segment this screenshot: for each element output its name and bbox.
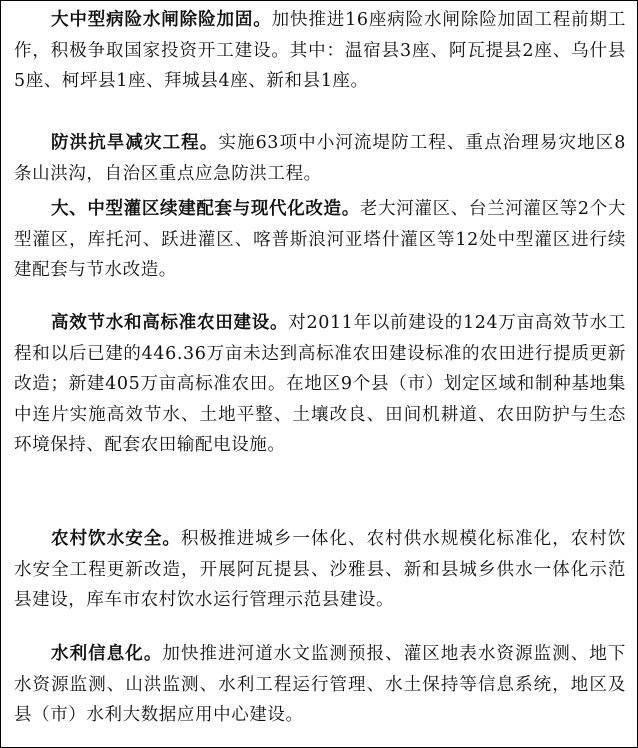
paragraph-irrigation-districts: [14, 194, 626, 286]
paragraph-heading: 大中型病险水闸除险加固。: [51, 10, 272, 30]
paragraph-farmland-construction: [14, 308, 626, 461]
paragraph-heading: 大、中型灌区续建配套与现代化改造。: [51, 199, 360, 219]
paragraph-heading: 水利信息化。: [51, 644, 163, 664]
paragraph-body: 对2011年以前建设的124万亩高效节水工程和以后已建的446.36万亩未达到高标准农田建设标准的农田进行提质更新改造；新建405万亩高标准农田。在地区9个县（市）划定区域和制种基地集中连片实施高效节水、土地平整、土壤改良、田间机耕道、农田防护与生态环境保持、配套农田输配电设施。: [14, 313, 626, 456]
paragraph-body: 加快推进河道水文监测预报、灌区地表水资源监测、地下水资源监测、山洪监测、水利工程运行管理、水土保持等信息系统，地区及县（市）水利大数据应用中心建设。: [14, 644, 627, 726]
paragraph-body: 加快推进16座病险水闸除险加固工程前期工作，积极争取国家投资开工建设。其中：温宿县3座、阿瓦提县2座、乌什县5座、柯坪县1座、拜城县4座、新和县1座。: [14, 10, 626, 92]
paragraph-sluice-reinforcement: [14, 5, 626, 97]
paragraph-heading: 防洪抗旱减灾工程。: [51, 133, 219, 153]
paragraph-body: 积极推进城乡一体化、农村供水规模化标准化，农村饮水安全工程更新改造，开展阿瓦提县、沙雅县、新和县城乡供水一体化示范县建设，库车市农村饮水运行管理示范县建设。: [14, 529, 627, 611]
paragraph-body: 老大河灌区、台兰河灌区等2个大型灌区，库托河、跃进灌区、喀普斯浪河亚塔什灌区等12处中型灌区进行续建配套与节水改造。: [14, 199, 626, 281]
paragraph-rural-drinking-water: [14, 524, 626, 616]
paragraph-body: 实施63项中小河流堤防工程、重点治理易灾地区8条山洪沟，自治区重点应急防洪工程。: [14, 133, 626, 184]
paragraph-heading: 高效节水和高标准农田建设。: [51, 313, 289, 333]
paragraph-heading: 农村饮水安全。: [51, 529, 181, 549]
paragraph-water-informatization: [14, 639, 626, 731]
paragraph-flood-control: [14, 128, 626, 189]
